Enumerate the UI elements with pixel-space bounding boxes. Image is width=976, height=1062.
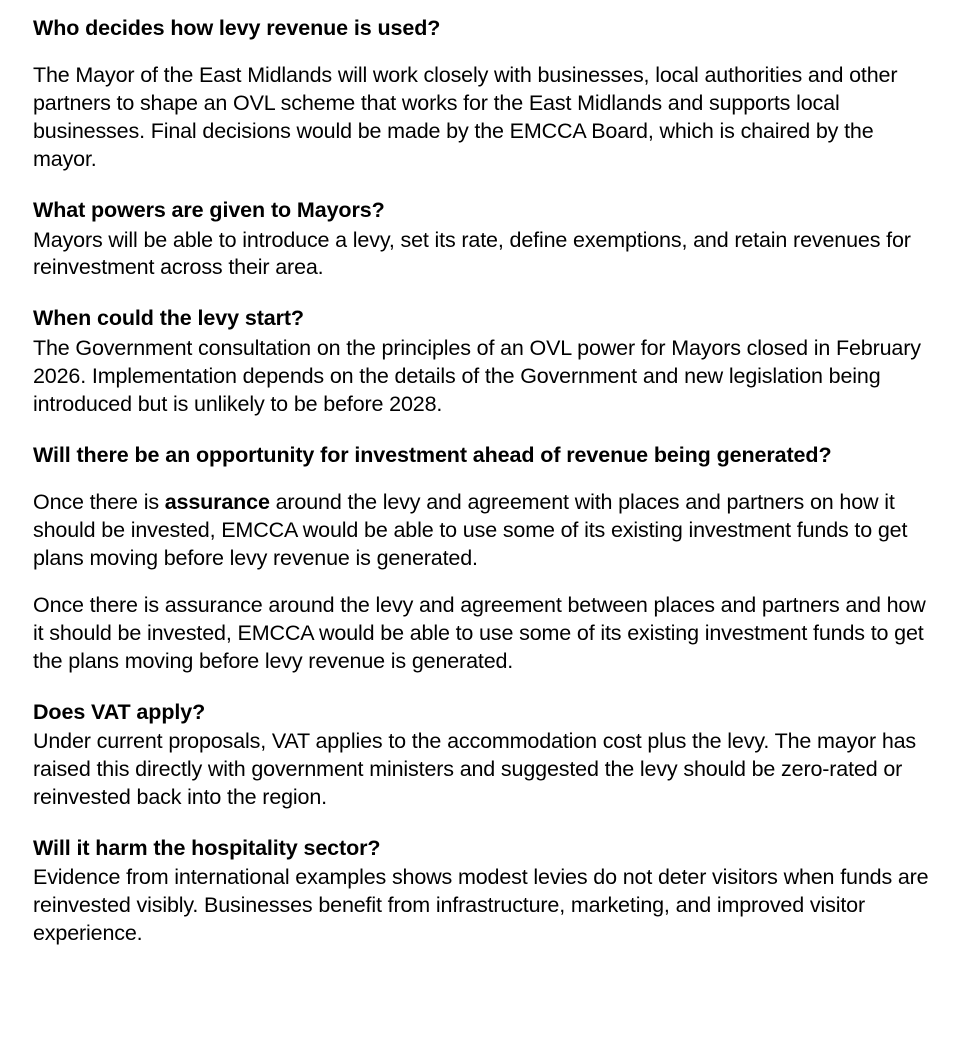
faq-answer: Mayors will be able to introduce a levy, set its rate, define exemptions, and retain revenues for reinvestment across their area. [33,227,911,280]
faq-section-who-decides [33,14,940,174]
faq-answer-emphasized: Once there is assurance around the levy and agreement with places and partners on how it should be invested, EMCCA would be able to use some of its existing investment funds to get plans moving before levy revenue is generated. [33,489,908,570]
faq-section-levy-start [33,304,940,418]
spacer [33,676,940,698]
faq-question: Does VAT apply? [33,699,206,724]
faq-answer: Evidence from international examples shows modest levies do not deter visitors when funds are reinvested visibly. Businesses benefit from infrastructure, marketing, and improved visitor experience. [33,865,929,945]
faq-answer: The Mayor of the East Midlands will work closely with businesses, local authorities and other partners to shape an OVL scheme that works for the East Midlands and supports local businesses. Final decisions would be made by the EMCCA Board, which is chaired by the mayor. [33,63,898,172]
spacer [33,282,940,304]
faq-answer: The Government consultation on the principles of an OVL power for Mayors closed in February 2026. Implementation depends on the details of the Government and new legislation being introduced but is unlikely to be before 2028. [33,335,921,416]
spacer [33,44,940,62]
faq-section-hospitality [33,834,940,948]
emphasized-text: assurance [164,489,270,514]
spacer [33,174,940,196]
faq-section-investment-ahead [33,441,940,676]
spacer [33,419,940,441]
faq-answer: Once there is assurance around the levy and agreement between places and partners and how it should be invested, EMCCA would be able to use some of its existing investment funds to get the plans moving before levy revenue is generated. [33,592,926,673]
faq-question: Who decides how levy revenue is used? [33,16,441,40]
faq-question: Will there be an opportunity for investment ahead of revenue being generated? [33,442,832,467]
spacer [33,573,940,592]
faq-question: Will it harm the hospitality sector? [33,835,381,860]
faq-section-mayor-powers [33,196,940,282]
faq-question: What powers are given to Mayors? [33,198,385,223]
faq-answer: Under current proposals, VAT applies to the accommodation cost plus the levy. The mayor has raised this directly with government ministers and suggested the levy should be zero-rated or reinvested back into the region. [33,728,917,809]
faq-question: When could the levy start? [33,306,304,331]
spacer [33,471,940,489]
faq-section-vat [33,698,940,812]
spacer [33,812,940,834]
